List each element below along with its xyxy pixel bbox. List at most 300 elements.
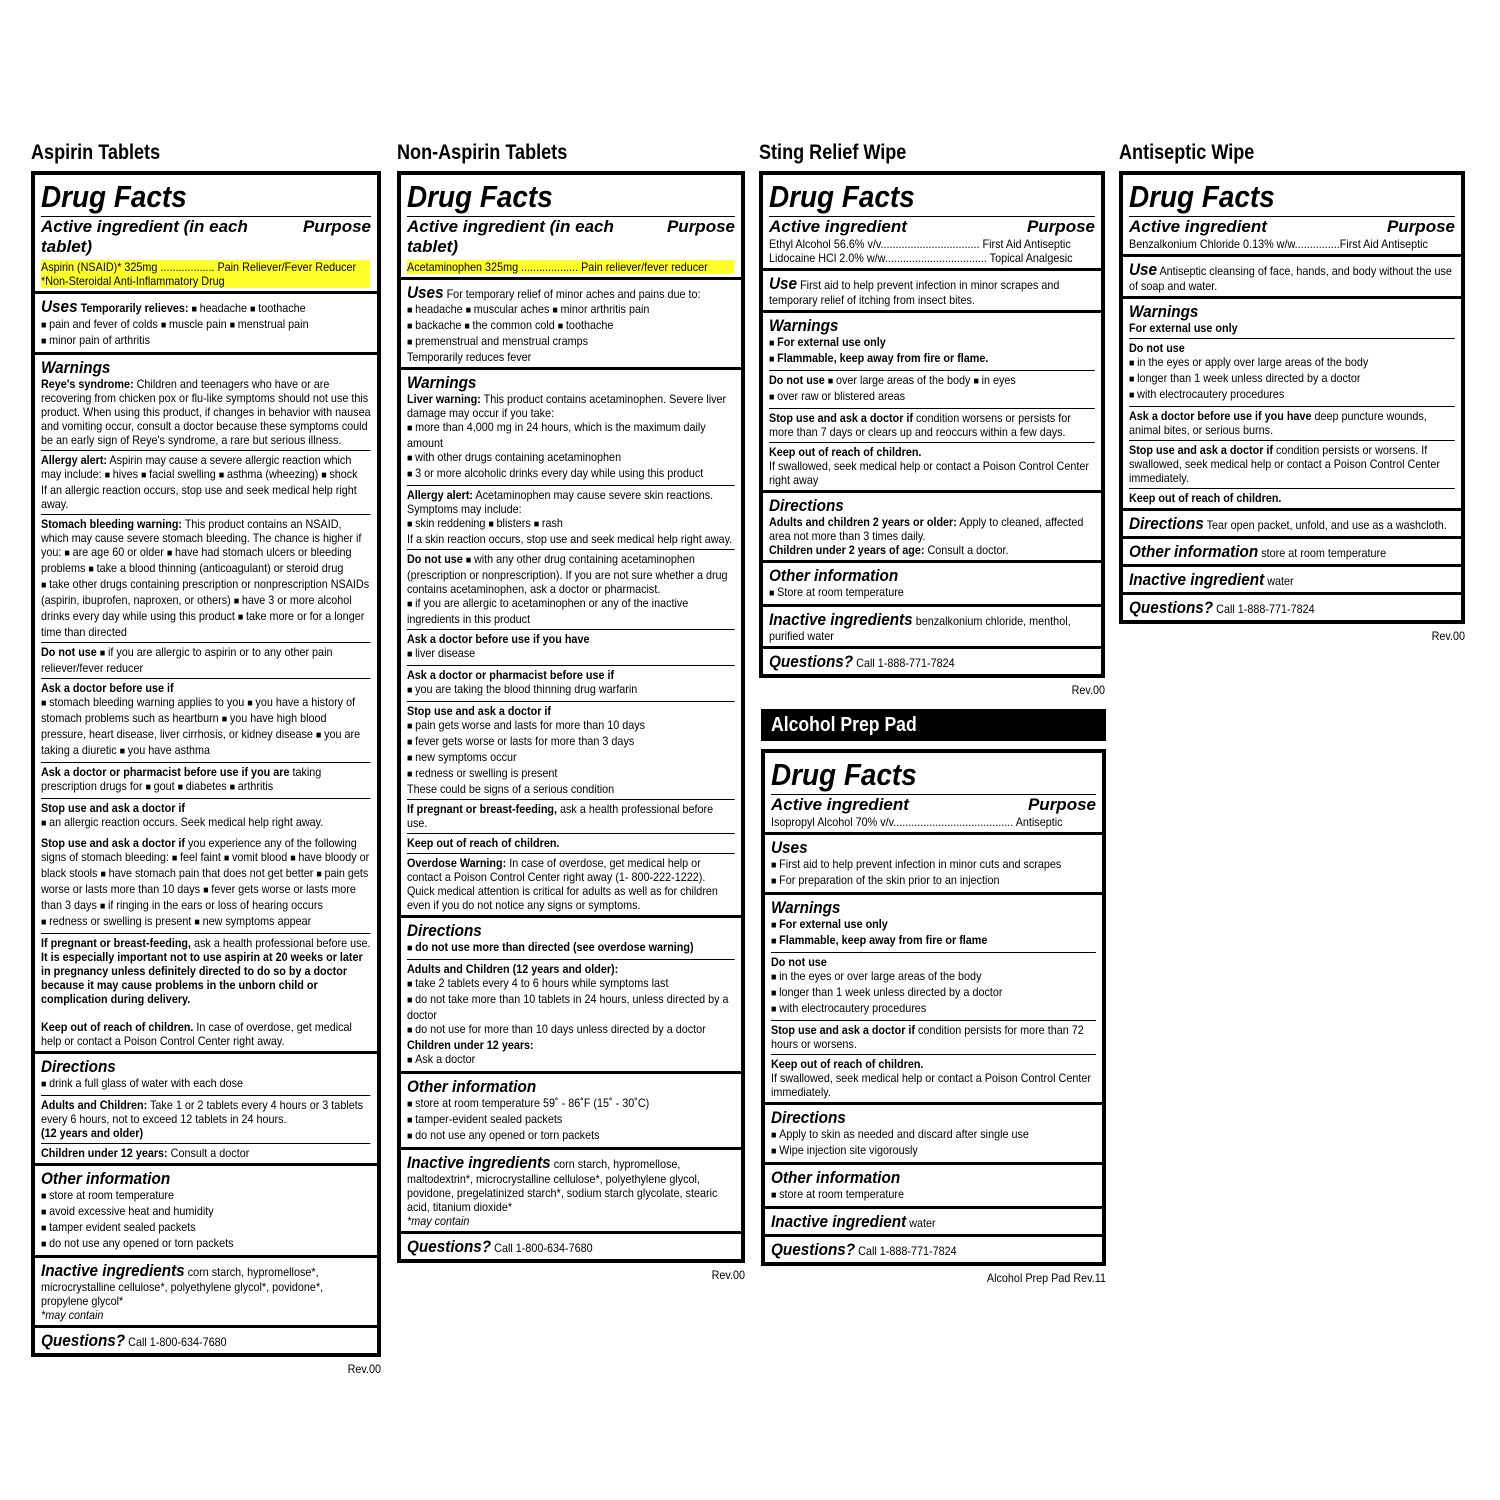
text-5: ■ take more or for a longer time than directed <box>41 609 364 639</box>
text-active-ingredient: Active ingredient <box>769 217 907 236</box>
drug-facts-panel <box>759 171 1105 678</box>
drug-facts-panel <box>1119 171 1465 624</box>
text-1: ■ For preparation of the skin prior to an injection <box>771 873 1096 889</box>
revision-label: Rev.00 <box>1431 629 1465 643</box>
text-0: ■ pain gets worse and lasts for more than 10 days <box>407 718 735 734</box>
questions-section <box>401 1231 741 1259</box>
text-directions: Directions <box>407 921 482 940</box>
inactive-ingredients-section <box>35 1255 377 1325</box>
text-5: ■ minor pain of arthritis <box>41 333 150 347</box>
section-body <box>771 898 1096 1099</box>
subsection <box>41 1143 371 1160</box>
subsection <box>407 665 735 698</box>
text-active-note: *Non-Steroidal Anti-Inflammatory Drug <box>41 274 225 288</box>
text-askdoctor-text: deep puncture wounds, animal bites, or serious burns. <box>1129 409 1427 437</box>
section-body <box>41 297 371 349</box>
product-title: Aspirin Tablets <box>31 141 161 164</box>
text-inactive-note: *may contain <box>41 1308 104 1322</box>
text-stopuse-text: condition worsens or persists for more than 7 days or clears up and reoccurs within a few days. <box>769 411 1071 439</box>
text-0: ■ headache <box>407 302 463 316</box>
text-allergy-text: Aspirin may cause a severe allergic reaction which may include: <box>41 453 352 481</box>
text-stomach-label: Stomach bleeding warning: <box>41 517 183 531</box>
subsection <box>41 514 371 639</box>
text-1: ■ Flammable, keep away from fire or flame <box>771 933 1096 949</box>
text-use-text: First aid to help prevent infection in minor scrapes and temporary relief of itching from insect bites. <box>769 278 1060 307</box>
text-4: ■ have 3 or more alcohol drinks every day while using this product <box>41 593 352 623</box>
text-questions: Questions? <box>407 1237 492 1256</box>
text-2: ■ tamper evident sealed packets <box>41 1220 371 1236</box>
section-body <box>407 921 735 1068</box>
text-dir-children-text: Consult a doctor <box>170 1146 250 1160</box>
text-2: ■ 3 or more alcoholic drinks every day while using this product <box>407 466 735 482</box>
subsection <box>771 952 1096 1017</box>
text-dir-adults-text: Take 1 or 2 tablets every 4 hours or 3 tablets every 6 hours, not to exceed 12 tablets in 24 hours. <box>41 1098 364 1126</box>
section-body <box>771 1240 1096 1259</box>
text-questions-text: Call 1-888-771-7824 <box>858 1244 957 1258</box>
text-0: ■ headache <box>191 301 247 315</box>
text-stopuse-label: Stop use and ask a doctor if <box>407 704 552 718</box>
subsection <box>407 833 735 850</box>
text-donotuse-text: ■ if you are allergic to aspirin or to any other pain reliever/fever reducer <box>41 645 332 675</box>
text-1: ■ Wipe injection site vigorously <box>771 1143 1096 1159</box>
section-body <box>1129 598 1455 617</box>
text-uses: Uses <box>41 297 78 316</box>
text-1: ■ blisters <box>488 516 530 530</box>
text-questions-text: Call 1-888-771-7824 <box>1216 602 1315 616</box>
text-purpose: Purpose <box>302 217 371 236</box>
text-6: ■ premenstrual and menstrual cramps <box>407 334 588 348</box>
text-stopuse-after: These could be signs of a serious condition <box>407 782 615 796</box>
text-1: ■ have had stomach ulcers or bleeding problems <box>41 545 352 575</box>
section-body <box>769 496 1095 557</box>
text-1: ■ avoid excessive heat and humidity <box>41 1204 371 1220</box>
text-3: ■ shock <box>321 467 357 481</box>
text-preg-label: If pregnant or breast-feeding, <box>41 936 192 950</box>
product-title-bar <box>761 709 1106 741</box>
text-donotuse-item1: ■ with any other drug containing acetaminophen (prescription or nonprescription). If you are not sure whether a drug contains acetaminophen, ask a doctor or pharmacist. <box>407 552 728 596</box>
text-purpose: Purpose <box>1026 217 1095 236</box>
text-inactive-note: *may contain <box>407 1214 470 1228</box>
text-other-information: Other information <box>769 566 899 585</box>
drug-facts-heading: Drug Facts <box>769 179 915 214</box>
uses-section <box>401 277 741 367</box>
text-directions: Directions <box>41 1057 116 1076</box>
section-body <box>1129 514 1455 533</box>
text-askdoctor-label: Ask a doctor before use if you have <box>407 632 590 646</box>
text-inactive-ingredient: Inactive ingredient <box>771 1212 907 1231</box>
text-donotuse-item2: ■ if you are allergic to acetaminophen or any of the inactive ingredients in this product <box>407 596 688 626</box>
text-5: ■ fever gets worse or lasts more than 3 days <box>41 882 356 912</box>
text-2: ■ you have high blood pressure, heart disease, liver cirrhosis, or kidney disease <box>41 711 327 741</box>
text-0: ■ For external use only <box>769 335 1095 351</box>
text-uses-after: Temporarily reduces fever <box>407 350 532 364</box>
section-body <box>771 1212 1096 1231</box>
warnings-section <box>1123 296 1461 508</box>
text-stopuse-text: condition persists for more than 72 hours or worsens. <box>771 1023 1084 1051</box>
subsection <box>771 1054 1096 1099</box>
text-0: ■ stomach bleeding warning applies to you <box>41 695 244 709</box>
text-dir-children-label: Children under 12 years: <box>407 1038 534 1052</box>
drug-facts-panel <box>761 749 1106 1266</box>
text-questions-text: Call 1-888-771-7824 <box>856 656 955 670</box>
text-1: ■ in eyes <box>973 373 1015 387</box>
text-5: ■ toothache <box>558 318 614 332</box>
text-dir-children-item: ■ Ask a doctor <box>407 1052 735 1068</box>
product-title: Antiseptic Wipe <box>1119 141 1255 164</box>
section-body <box>41 1169 371 1252</box>
text-2: ■ new symptoms occur <box>407 750 735 766</box>
text-stopuse-text: condition persists or worsens. If swallowed, seek medical help or contact a Poison Control Center immediately. <box>1129 443 1440 485</box>
text-stopuse-label: Stop use and ask a doctor if <box>1129 443 1274 457</box>
text-1: ■ Flammable, keep away from fire or flame. <box>769 351 1095 367</box>
text-warnings: Warnings <box>41 358 111 377</box>
text-inactive-text: water <box>909 1216 936 1230</box>
text-directions: Directions <box>771 1108 846 1127</box>
text-allergy-text: Acetaminophen may cause severe skin reactions. Symptoms may include: <box>407 488 714 516</box>
text-3: ■ take other drugs containing prescription or nonprescription NSAIDs (aspirin, ibuprofen, naproxen, or others) <box>41 577 369 607</box>
text-7: ■ redness or swelling is present <box>41 914 191 928</box>
text-0: ■ are age 60 or older <box>64 545 163 559</box>
subsection <box>407 799 735 830</box>
text-1: ■ longer than 1 week unless directed by a doctor <box>1129 371 1455 387</box>
text-2: ■ pain and fever of colds <box>41 317 158 331</box>
text-use: Use <box>1129 260 1158 279</box>
drug-facts-panel <box>31 171 381 1357</box>
text-2: ■ rash <box>534 516 563 530</box>
section-body <box>769 316 1095 487</box>
text-keepout-label: Keep out of reach of children. <box>41 1020 194 1034</box>
text-other-item: ■ Store at room temperature <box>769 585 1095 601</box>
text-0: ■ store at room temperature 59˚ - 86˚F (15˚ - 30˚C) <box>407 1096 735 1112</box>
text-0: ■ over large areas of the body <box>828 373 971 387</box>
text-allergy-label: Allergy alert: <box>41 453 108 467</box>
text-keepout-text: If swallowed, seek medical help or contact a Poison Control Center immediately. <box>771 1071 1091 1099</box>
subsection <box>771 1020 1096 1051</box>
text-askdoctor-item: ■ liver disease <box>407 646 475 660</box>
text-keepout-text: In case of overdose, get medical help or contact a Poison Control Center right away. <box>41 1020 352 1048</box>
text-3: ■ backache <box>407 318 461 332</box>
text-0: ■ hives <box>105 467 138 481</box>
text-1: ■ vomit blood <box>224 850 287 864</box>
subsection <box>41 1095 371 1140</box>
text-askpharm-label: Ask a doctor or pharmacist before use if <box>407 668 615 682</box>
questions-section <box>1123 592 1461 620</box>
text-1: ■ do not take more than 10 tablets in 24 hours, unless directed by a doctor <box>407 992 735 1022</box>
inactive-ingredient-section <box>765 1206 1102 1234</box>
text-active-ingredient-tablet: Active ingredient (in each tablet) <box>407 217 614 256</box>
text-dir-adults-age: (12 years and older) <box>41 1126 144 1140</box>
text-allergy-label: Allergy alert: <box>407 488 474 502</box>
subsection <box>1129 440 1455 485</box>
text-1: ■ toothache <box>250 301 306 315</box>
text-keepout-label: Keep out of reach of children. <box>769 445 922 459</box>
active-header <box>769 216 1095 237</box>
text-warnings: Warnings <box>771 898 841 917</box>
active-ingredient-highlight <box>41 260 371 288</box>
alcohol-column <box>761 709 1106 1285</box>
subsection <box>407 959 735 976</box>
subsection <box>407 485 735 546</box>
text-dir-adults-label: Adults and Children: <box>41 1098 148 1112</box>
text-inactive-text: corn starch, hypromellose*, microcrystalline cellulose*, polyethylene glycol*, povidone*, propylene glycol* <box>41 1265 324 1308</box>
section-body <box>769 274 1095 307</box>
subsection <box>41 933 371 1006</box>
inactive-ingredient-section <box>1123 564 1461 592</box>
text-1: ■ tamper-evident sealed packets <box>407 1112 735 1128</box>
text-1: ■ fever gets worse or lasts for more than 3 days <box>407 734 735 750</box>
text-1: ■ diabetes <box>178 779 227 793</box>
text-liver-text: This product contains acetaminophen. Severe liver damage may occur if you take: <box>407 392 727 420</box>
text-4: ■ you have asthma <box>120 743 210 757</box>
section-body <box>407 1153 735 1228</box>
text-3: ■ have stomach pain that does not get better <box>100 866 313 880</box>
text-keepout-text: If swallowed, seek medical help or contact a Poison Control Center right away <box>769 459 1089 487</box>
section <box>763 175 1101 268</box>
text-2: ■ with electrocautery procedures <box>771 1001 1096 1017</box>
text-3: ■ do not use any opened or torn packets <box>41 1236 371 1252</box>
directions-section <box>401 915 741 1071</box>
section-body <box>771 1108 1096 1159</box>
questions-section <box>35 1325 377 1353</box>
text-dir-children-label: Children under 12 years: <box>41 1146 168 1160</box>
active-ingredient-highlight: Acetaminophen 325mg ................... Pain reliever/fever reducer <box>407 260 735 274</box>
other-information-section <box>401 1071 741 1147</box>
text-stopuse-label: Stop use and ask a doctor if <box>769 411 914 425</box>
text-overdose-text: In case of overdose, get medical help or contact a Poison Control Center right away (1- 800-222-1222). Quick medical attention is critical for adults as well as for children even if you do not notice any signs or symptoms. <box>407 856 718 912</box>
text-2: ■ asthma (wheezing) <box>219 467 318 481</box>
text-donotuse-label: Do not use <box>407 552 463 566</box>
text-0: ■ Apply to skin as needed and discard after single use <box>771 1127 1096 1143</box>
text-0: ■ store at room temperature <box>41 1188 371 1204</box>
subsection <box>407 853 735 912</box>
text-purpose: Purpose <box>1386 217 1455 236</box>
text-stomach-text: This product contains an NSAID, which may cause severe stomach bleeding. The chance is higher if you: <box>41 517 362 559</box>
text-stopuse2-label: Stop use and ask a doctor if <box>41 836 186 850</box>
text-liver-label: Liver warning: <box>407 392 481 406</box>
text-1: ■ you have a history of stomach problems such as heartburn <box>41 695 355 725</box>
text-1: ■ facial swelling <box>141 467 216 481</box>
text-questions-text: Call 1-800-634-7680 <box>494 1241 593 1255</box>
section-body <box>41 1331 371 1350</box>
text-uses-lead: Temporarily relieves: <box>80 301 189 315</box>
product-title: Sting Relief Wipe <box>759 141 907 164</box>
revision-label: Alcohol Prep Pad Rev.11 <box>986 1271 1106 1285</box>
text-4: ■ menstrual pain <box>230 317 309 331</box>
text-donotuse-label: Do not use <box>769 373 825 387</box>
revision-label: Rev.00 <box>711 1268 745 1282</box>
text-0: ■ gout <box>145 779 174 793</box>
section-body <box>769 652 1095 671</box>
text-4: ■ the common cold <box>464 318 554 332</box>
other-information-section <box>35 1163 377 1255</box>
text-askpharm-item: ■ you are taking the blood thinning drug warfarin <box>407 682 637 696</box>
text-0: ■ First aid to help prevent infection in minor cuts and scrapes <box>771 857 1096 873</box>
text-donotuse-label: Do not use <box>1129 341 1185 355</box>
text-questions: Questions? <box>1129 598 1214 617</box>
text-0: ■ feel faint <box>172 850 221 864</box>
text-reyes-text: Children and teenagers who have or are recovering from chicken pox or flu-like symptoms should not use this product. When using this product, if changes in behavior with nausea and vomiting occur, consult a doctor because these symptoms could be an early sign of Reye's syndrome, a rare but serious illness. <box>41 377 371 447</box>
section-body <box>1129 542 1455 561</box>
subsection <box>1129 338 1455 403</box>
text-questions: Questions? <box>769 652 854 671</box>
text-stopuse2-text: you experience any of the following signs of stomach bleeding: <box>41 836 357 864</box>
active-header <box>407 216 735 257</box>
antiseptic-column <box>1119 141 1465 643</box>
drug-facts-heading: Drug Facts <box>407 179 553 214</box>
text-uses-lead: For temporary relief of minor aches and pains due to: <box>446 287 701 301</box>
text-other-information: Other information <box>41 1169 171 1188</box>
section <box>401 175 741 277</box>
text-warnings: Warnings <box>1129 302 1199 321</box>
inactive-ingredients-section <box>763 604 1101 646</box>
drug-facts-heading: Drug Facts <box>41 179 187 214</box>
uses-section <box>765 832 1102 892</box>
text-inactive-text: benzalkonium chloride, menthol, purified water <box>769 614 1071 643</box>
subsection <box>41 642 371 675</box>
subsection <box>407 629 735 662</box>
inactive-ingredients-section <box>401 1147 741 1231</box>
text-0: ■ more than 4,000 mg in 24 hours, which is the maximum daily amount <box>407 420 735 450</box>
text-preg-label: If pregnant or breast-feeding, <box>407 802 558 816</box>
text-inactive-text: corn starch, hypromellose, maltodextrin*, microcrystalline cellulose*, polyethylene glycol, povidone, pregelatinized starch*, sodium starch glycolate, stearic acid, titanium dioxide* <box>407 1157 718 1214</box>
text-inactive-ingredient: Inactive ingredient <box>1129 570 1265 589</box>
uses-section <box>35 291 377 352</box>
text-active-line1: Ethyl Alcohol 56.6% v/v................................. First Aid Antiseptic <box>769 237 1071 251</box>
text-keepout-label: Keep out of reach of children. <box>407 836 560 850</box>
text-inactive-ingredients: Inactive ingredients <box>407 1153 551 1172</box>
subsection <box>41 762 371 795</box>
text-active-line: Aspirin (NSAID)* 325mg .................. Pain Reliever/Fever Reducer <box>41 260 357 274</box>
text-reyes-label: Reye's syndrome: <box>41 377 134 391</box>
section-body <box>407 1077 735 1144</box>
directions-section <box>765 1102 1102 1162</box>
text-3: ■ you are taking a diuretic <box>41 727 360 757</box>
revision-label: Rev.00 <box>347 1362 381 1376</box>
text-questions: Questions? <box>771 1240 856 1259</box>
text-1: ■ longer than 1 week unless directed by a doctor <box>771 985 1096 1001</box>
text-allergy-after: If a skin reaction occurs, stop use and seek medical help right away. <box>407 532 733 546</box>
text-2: ■ arthritis <box>230 779 274 793</box>
text-warnings: Warnings <box>407 373 477 392</box>
text-active-ingredient: Active ingredient <box>771 795 909 814</box>
revision-label: Rev.00 <box>1071 683 1105 697</box>
text-uses: Uses <box>771 838 808 857</box>
subsection <box>407 701 735 796</box>
text-dir-text: Tear open packet, unfold, and use as a washcloth. <box>1206 518 1447 532</box>
section-body <box>407 283 735 364</box>
text-2: ■ do not use any opened or torn packets <box>407 1128 735 1144</box>
aspirin-column <box>31 141 381 1376</box>
section-body <box>1129 260 1455 293</box>
text-other-item: ■ store at room temperature <box>771 1187 1096 1203</box>
active-header <box>771 794 1096 815</box>
drug-facts-heading: Drug Facts <box>771 757 917 792</box>
section-body <box>1129 302 1455 505</box>
text-dir-adults-label: Adults and children 2 years or older: <box>769 515 957 529</box>
section <box>1123 175 1461 254</box>
text-active-ingredient: Active ingredient <box>1129 217 1267 236</box>
warnings-section <box>763 310 1101 490</box>
text-preg-text: ask a health professional before use. <box>407 802 714 830</box>
text-dir-adults-text: Apply to cleaned, affected area not more than 3 times daily. <box>769 515 1084 543</box>
text-stopuse-label: Stop use and ask a doctor if <box>771 1023 916 1037</box>
text-keepout-label: Keep out of reach of children. <box>1129 491 1282 505</box>
text-uses: Uses <box>407 283 444 302</box>
text-2: ■ with electrocautery procedures <box>1129 387 1455 403</box>
text-inactive-text: water <box>1267 574 1294 588</box>
section-body <box>407 1237 735 1256</box>
subsection <box>1129 406 1455 437</box>
text-other-text: store at room temperature <box>1261 546 1387 560</box>
text-0: ■ in the eyes or apply over large areas of the body <box>1129 355 1455 371</box>
nonaspirin-column <box>397 141 745 1282</box>
text-inactive-ingredients: Inactive ingredients <box>41 1261 185 1280</box>
text-2: ■ minor arthritis pain <box>552 302 649 316</box>
section <box>765 753 1102 832</box>
text-1: ■ muscular aches <box>466 302 550 316</box>
questions-section <box>765 1234 1102 1262</box>
text-stopuse-label: Stop use and ask a doctor if <box>41 801 186 815</box>
text-allergy-after: If an allergic reaction occurs, stop use and seek medical help right away. <box>41 483 357 511</box>
text-6: ■ if ringing in the ears or loss of hearing occurs <box>100 898 323 912</box>
text-keepout-label: Keep out of reach of children. <box>771 1057 924 1071</box>
product-title: Non-Aspirin Tablets <box>397 141 568 164</box>
other-information-section <box>763 560 1101 604</box>
warnings-section <box>35 352 377 1051</box>
text-0: ■ For external use only <box>771 917 1096 933</box>
text-askpharm-text: taking prescription drugs for <box>41 765 322 793</box>
text-0: ■ skin reddening <box>407 516 485 530</box>
text-dir-adults-label: Adults and Children (12 years and older): <box>407 962 619 976</box>
section-body <box>41 1057 371 1160</box>
section-body <box>771 1168 1096 1203</box>
text-stopuse-item: ■ an allergic reaction occurs. Seek medical help right away. <box>41 815 323 829</box>
text-2: ■ over raw or blistered areas <box>769 389 905 403</box>
active-section <box>35 175 377 291</box>
text-2: ■ have bloody or black stools <box>41 850 369 880</box>
text-dir-item: ■ drink a full glass of water with each dose <box>41 1076 243 1090</box>
section-body <box>41 358 371 1048</box>
subsection <box>41 798 371 831</box>
text-other-information: Other information <box>1129 542 1259 561</box>
warnings-section <box>401 367 741 915</box>
subsection <box>769 442 1095 487</box>
text-0: ■ in the eyes or over large areas of the body <box>771 969 1096 985</box>
directions-section <box>763 490 1101 560</box>
section-body <box>769 566 1095 601</box>
text-0: ■ take 2 tablets every 4 to 6 hours while symptoms last <box>407 976 735 992</box>
section-body <box>407 373 735 912</box>
text-questions: Questions? <box>41 1331 126 1350</box>
text-active-line2: Lidocaine HCl 2.0% w/w.................................. Topical Analgesic <box>769 251 1073 265</box>
drug-facts-panel <box>397 171 745 1263</box>
text-2: ■ do not use for more than 10 days unless directed by a doctor <box>407 1022 735 1038</box>
section-body <box>1129 570 1455 589</box>
text-use-text: Antiseptic cleansing of face, hands, and body without the use of soap and water. <box>1129 264 1452 293</box>
text-dir-item: ■ do not use more than directed (see overdose warning) <box>407 940 735 956</box>
sting-column <box>759 141 1105 697</box>
drug-facts-heading: Drug Facts <box>1129 179 1275 214</box>
subsection <box>769 408 1095 439</box>
text-3: ■ muscle pain <box>161 317 227 331</box>
subsection <box>1129 488 1455 505</box>
text-directions: Directions <box>1129 514 1204 533</box>
use-section <box>763 268 1101 310</box>
subsection <box>41 450 371 511</box>
text-inactive-ingredients: Inactive ingredients <box>769 610 913 629</box>
text-donotuse-label: Do not use <box>41 645 97 659</box>
section-body <box>771 838 1096 889</box>
